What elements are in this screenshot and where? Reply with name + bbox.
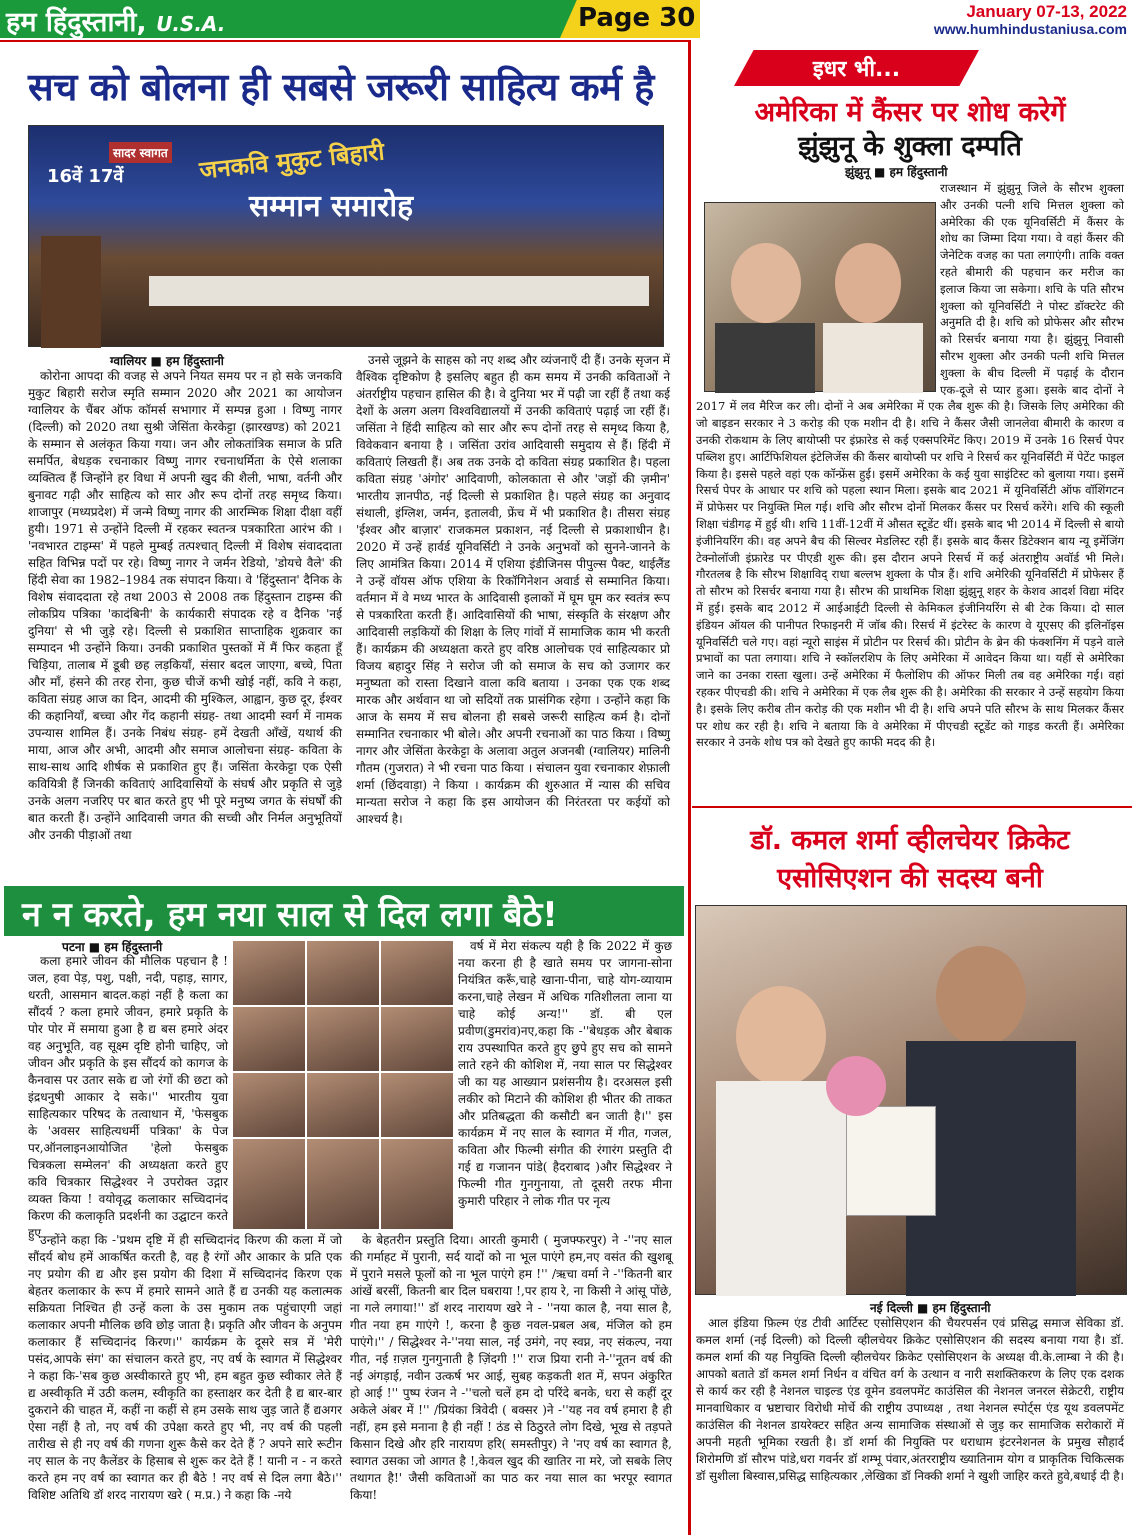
- banner-line2: सम्मान समारोह: [249, 189, 414, 224]
- story4-text: आल इंडिया फ़िल्म एंड टीवी आर्टिस्ट एसोसिएशन की चैयरपर्सन एवं प्रसिद्ध समाज सेविका डॉ. कमल शर्मा (नई दिल्ली) को दिल्ली व्हीलचेयर क्रिकेट एसोसिएशन की सदस्य बनाया गया है। डॉ. कमल शर्मा की यह नियुक्ति दिल्ली व्हीलचेयर क्रिकेट एसोसिएशन के अध्यक्ष वी.के.लाम्बा ने की है। आपको बताते डॉ कमल शर्मा निर्धन व वंचित वर्ग के उत्थान व नारी सशक्तिकरण के लिए एक दशक से कार्य कर रही है नेशनल चाइल्ड एंड वूमेन डवलपमेंट काउंसिल की नेशनल जनरल सेक्रेटरी, राष्ट्रीय मानवाधिकार व भ्रष्टाचार विरोधी मोर्चे की राष्ट्रीय उपाध्यक्ष , तथा नेशनल स्पोर्ट्स एंड यूथ डवलपमेंट काउंसिल की नेशनल डायरेक्टर सहित अन्य सामाजिक संस्थाओं से जुड़ कर सामाजिक सरोकारों में अपनी महती भूमिका रखती है। डॉ शर्मा की नियुक्ति पर धराधाम इंटरनेशनल के प्रमुख सौहार्द शिरोमणि डॉ सौरभ पांडे,धरा गवर्नर डॉ शम्भू पंवार,अंतरराष्ट्रीय ख्यातिनाम योग व प्राकृतिक चिकित्सक डॉ सुशीला बिस्वास,प्रसिद्ध साहित्यकार ,लेखिका डॉ निक्की शर्मा ने खुशी जाहिर करते हुवे,बधाई दी है।: [696, 1316, 1124, 1483]
- collage-photo: [306, 1138, 380, 1230]
- story3-column-2-bottom: [350, 1232, 672, 1532]
- banner-line1: जनकवि मुकुट बिहारी: [198, 137, 386, 185]
- bouquet: [826, 1056, 886, 1116]
- story3-col1-top-text: कला हमारे जीवन की मौलिक पहचान है ! जल, हवा पेड़, पशु, पक्षी, नदी, पहाड़, सागर, धरती, आसमान बादल.कहां नहीं है कला का सौंदर्य ? कला हमारे जीवन, हमारे प्रकृति के पोर पोर में समाया हुआ है द्य बस हमारे अंदर वह अनुभूति, वह सूक्ष्म दृष्टि होनी चाहिए, जो जीवन और प्रकृति के इस सौंदर्य को कागज के कैनवास पर उतार सके द्य जो रंगों की छटा को इंद्रधनुषी आकार दे सके।'' भारतीय युवा साहित्यकार परिषद के तत्वाधान में, 'फेसबुक के 'अवसर साहित्यधर्मी पत्रिका' के पेज पर,ऑनलाइनआयोजित 'हेलो फेसबुक चित्रकला सम्मेलन' की अध्यक्षता करते हुए कवि चित्रकार सिद्धेश्वर ने उपरोक्त उद्गार व्यक्त किया ! वयोवृद्ध कलाकार सच्चिदानंद किरण की कलाकृति प्रदर्शनी का उद्घाटन करते हुए: [28, 954, 228, 1240]
- woman-face: [736, 986, 826, 1086]
- story1-column-1: [28, 368, 342, 883]
- collage-photo: [306, 1072, 380, 1138]
- collage-photo: [380, 1072, 454, 1138]
- banner-side: सादर स्वागत: [109, 142, 172, 163]
- story4-body: [696, 1315, 1124, 1533]
- collage-photo: [380, 1006, 454, 1072]
- woman-outfit: [716, 1081, 846, 1296]
- story4-photo: [695, 905, 1127, 1295]
- certificate: [846, 1106, 936, 1216]
- story1-col2-text: उनसे जूझने के साहस को नए शब्द और व्यंजनाएँ दी हैं। उनके सृजन में वैश्विक दृष्टिकोण है इसलिए बहुत ही कम समय में उनकी कविताओं ने अंतर्राष्ट्रीय पहचान हासिल की है। वे दुनिया भर में पढ़ी जा रहीं हैं तथा कई देशों के अलग अलग विश्वविद्यालयों में उनकी कविताएं पढ़ाई जा रहीं हैं। जसिंता ने हिंदी साहित्य को सार और रूप दोनों तरह से समृध्द किया है, विवेकवान बनाया है । जसिंता उरांव आदिवासी समुदाय से हैं। हिंदी में कविताएं लिखती हैं। अब तक उनके दो कविता संग्रह प्रकाशित है। पहला कविता संग्रह 'अंगोर' आदिवाणी, कोलकाता से और 'जड़ों की ज़मीन' भारतीय ज्ञानपीठ, नई दिल्ली से प्रकाशित है। पहले संग्रह का अनुवाद संथाली, इंग्लिश, जर्मन, इतालवी, फ्रेंच में भी प्रकाशित है। तीसरा संग्रह 'ईश्वर और बाज़ार' राजकमल प्रकाशन, नई दिल्ली से प्रकाशाधीन है। 2020 में उन्हें हार्वर्ड यूनिवर्सिटी ने उनके अनुभवों को सुनने-जानने के लिए आमंत्रित किया। 2014 में एशिया इंडीजिनस पीपुल्स पैक्ट, थाईलैंड ने उन्हें वॉयस ऑफ एशिया के रिकॉगिनेशन अवार्ड से सम्मानित किया। वर्तमान में वे मध्य भारत के आदिवासी इलाकों में घूम घूम कर स्वतंत्र रूप से पत्रकारिता करती हैं। आदिवासियों की भाषा, संस्कृति के संरक्षण और आदिवासी लड़कियों की शिक्षा के लिए गांवों में सामाजिक काम भी करती हैं। कार्यक्रम की अध्यक्षता करते हुए वरिष्ठ आलोचक एवं साहित्यकार प्रो विजय बहादुर सिंह ने सरोज जी को समाज के सच को उजागर कर मनुष्यता को रास्ता दिखाने वाला कवि बताया । उनका एक एक शब्द मारक और अर्थवान था जो सदियों तक प्रासंगिक रहेगा । उन्होंने कहा कि आज के समय में सच बोलना ही सबसे जरूरी साहित्य कर्म है। दोनों सम्मानित रचनाकार भी बोले। और अपनी रचनाओं का पाठ किया । विष्णु नागर और जेसिंता केरकेट्टा के अलावा अतुल अजनबी (ग्वालियर) मालिनी गौतम (गुजरात) ने भी रचना पाठ किया । संचालन युवा रचनाकार शेफ़ाली शर्मा (छिंदवाड़ा) ने किया । कार्यक्रम की शुरुआत में न्यास की सचिव मान्यता सरोज ने कहा कि इस आयोजन की निरंतरता पर कईयों को आश्चर्य है।: [356, 353, 670, 826]
- story3-column-2-top: [458, 938, 672, 1230]
- story-divider: [692, 806, 1132, 808]
- story3-col2-top-text: वर्ष में मेरा संकल्प यही है कि 2022 में कुछ नया करना ही है खाते समय पर जागना-सोना नियंत्रित करूँ,चाहे खाना-पीना, चाहे योग-व्यायाम करना,चाहे लेखन में अधिक गतिशीलता लाना या चाहे कोई अन्य!'' डॉ. बी एल प्रवीण(डुमरांव)नए,कहा कि -''बेधड़क और बेबाक राय उपस्थापित करते हुए छुपे हुए सच को सामने लाते रहने की कोशिश में, नया साल पर सिद्धेश्वर जी का यह आख्यान प्रशंसनीय है। दरअसल इसी लकीर को मिटाने की कोशिश ही भीतर की ताकत और प्रतिबद्धता की कसौटी बन जाती है।'' इस कार्यक्रम में नए साल के स्वागत में गीत, गजल, कविता और फिल्मी संगीत की रंगारंग प्रस्तुति दी गई द्य गजानन पांडे( हैदराबाद )और सिद्धेश्वर ने फिल्मी गीत गुनगुनाया, तो दूसरी तरफ मीना कुमारी परिहार ने लोक गीत पर नृत्य: [458, 939, 672, 1208]
- story1-headline: सच को बोलना ही सबसे जरूरी साहित्य कर्म है: [28, 65, 654, 109]
- collage-photo: [232, 1006, 306, 1072]
- column-divider: [688, 40, 691, 1535]
- story3-photo-collage: [232, 940, 454, 1230]
- story4-headline-line2: एसोसिएशन की सदस्य बनी: [777, 863, 1043, 894]
- story3-column-1-top: [28, 953, 228, 1240]
- story2-headline-line1: अमेरिका में कैंसर पर शोध करेगें: [754, 97, 1066, 128]
- stage-table: [149, 276, 649, 306]
- photo-float-spacer: [696, 180, 940, 390]
- collage-photo: [232, 1072, 306, 1138]
- section-label: इधर भी...: [812, 57, 901, 82]
- collage-photo: [306, 940, 380, 1006]
- website-link[interactable]: www.humhindustaniusa.com: [933, 21, 1127, 37]
- story1-byline: ग्वालियर ■ हम हिंदुस्तानी: [110, 354, 224, 368]
- page-number: Page 30: [578, 3, 696, 33]
- story3-col2-bottom-text: के बेहतरीन प्रस्तुति दिया। आरती कुमारी ( मुजफ्फरपुर) ने -''नए साल की गर्माहट में पुरानी, सर्द यादों को ना भूल पाएंगे हम,नए वसंत की खुशबू में पुराने मसले फूलों को ना भूल पाएंगे हम !'' /ऋचा वर्मा ने -''कितनी बार आंखें बरसीं, कितनी बार दिल घबराया !,पर हाय रे, ना किसी ने आंसू पोंछे, ना गले लगाया!'' डॉ शरद नारायण खरे ने - ''नया काल है, नया साल है, गीत नया हम गाएंगे !, करना है कुछ नवल-प्रबल अब, मंजिल को हम पाएंगे।'' / सिद्धेश्वर ने-''नया साल, नई उमंगे, नए स्वप्न, नए संकल्प, नया गीत, नई ग़ज़ल गुनगुनाती है ज़िंदगी !'' राज प्रिया रानी ने-''नूतन वर्ष की नई अंगड़ाई, नवीन उत्कर्ष भर आई, सुबह कड़कती शत में, सपन अंकुरित हो आई !'' पुष्प रंजन ने -''चलो चलें हम दो परिंदे बनके, धरा से कहीं दूर अकेले अंबर में !'' /प्रियंका त्रिवेदी ( बक्सर )ने -''यह नव वर्ष हमारा है ही नहीं, हम इसे मनाना है ही नहीं ! ठंड से ठिठुरते लोग दिखे, भूख से तड़पते किसान दिखे और हरि नारायण हरि( समस्तीपुर) ने 'नए वर्ष का स्वागत है, स्वागत उसका जो आगत है !,केवल खुद की खातिर ना मरे, जो सबके लिए तथागत है!' जैसी कविताओं का पाठ कर नया साल का भरपूर स्वागत किया!: [350, 1233, 672, 1502]
- story4-byline: नई दिल्ली ■ हम हिंदुस्तानी: [870, 1301, 991, 1315]
- header-rule: [0, 40, 688, 42]
- story1-column-2: [356, 352, 670, 883]
- podium: [41, 236, 101, 348]
- story2-byline: झुंझुनू ■ हम हिंदुस्तानी: [845, 165, 948, 179]
- collage-photo: [306, 1006, 380, 1072]
- story1-photo: [28, 125, 664, 347]
- story3-column-1-bottom: [28, 1232, 342, 1532]
- collage-photo: [232, 1138, 306, 1230]
- story2-headline-line2: झुंझुनू के शुक्ला दम्पति: [798, 131, 1022, 162]
- story1-col1-text: कोरोना आपदा की वजह से अपने नियत समय पर न हो सके जनकवि मुकुट बिहारी सरोज स्मृति सम्मान 2020 और 2021 का आयोजन ग्वालियर के चैंबर ऑफ कॉमर्स सभागार में सम्पन्न हुआ । विष्णु नागर (दिल्ली) को 2020 तथा सुश्री जेसिंता केरकेट्टा (झारखण्ड) को 2021 के सम्मान से अलंकृत किया गया। जन और लोकतांत्रिक समाज के प्रति समर्पित, बेधड़क रचनाकार विष्णु नागर रचनाधर्मिता के ऐसे शलाका व्यक्तित्व हैं जिन्होंने हर विधा में अपनी खुद की शैली, भाषा, वर्तनी और बुनावट गढ़ी और साहित्य को सार और रूप दोनों तरह समृध्द किया। शाजापुर (मध्यप्रदेश) में जन्मे विष्णु नागर की आरम्भिक शिक्षा दीक्षा वहीं हुयी। 1971 से उन्होंने दिल्ली में रहकर स्वतन्त्र पत्रकारिता आरंभ की । 'नवभारत टाइम्स' में पहले मुम्बई तत्पश्चात् दिल्ली में विशेष संवाददाता सहित विभिन्न पदों पर रहे। विष्णु नागर ने जर्मन रेडियो, 'डोयचे वैले' की हिंदी सेवा का 1982–1984 तक संपादन किया। वे 'हिंदुस्तान' दैनिक के विशेष संवाददाता रहे तथा 2003 से 2008 तक हिंदुस्तान टाइम्स की लोकप्रिय पत्रिका 'कादंबिनी' के कार्यकारी संपादक रहे व दैनिक 'नई दुनिया' से भी जुड़े रहे। दिल्ली से प्रकाशित साप्ताहिक शुक्रवार का सम्पादन भी उन्होंने किया। उनकी प्रकाशित पुस्तकों में मैं फिर कहता हूँ चिड़िया, तालाब में डूबी छह लड़कियाँ, संसार बदल जाएगा, बच्चे, पिता और माँ, हंसने की तरह रोना, कुछ चीजें कभी खोई नहीं, कवि ने कहा, कविता संग्रह आज का दिन, आदमी की मुश्किल, आह्वान, कुछ दूर, ईश्वर की कहानियाँ, बच्चा और गेंद कहानी संग्रह- तथा आदमी स्वर्ग में नामक उपन्यास शामिल हैं। उनके निबंध संग्रह- हमें देखती आँखें, यथार्थ की माया, आज और अभी, आदमी और समाज आलोचना संग्रह- कविता के साथ-साथ आदि शीर्षक से प्रकाशित हुए हैं। जसिंता केरकेट्टा एक ऐसी कवियित्री हैं जिनकी कविताएं आदिवासियों के संघर्ष और प्रकृति से जुड़े उनके अलग नजरिए पर बात करते हुए भी पूरे मनुष्य जगत के संघर्षों की बात करती हैं। उन्होंने आदिवासी जगत की सच्ची और निर्मल अनुभूतियों और उनकी पीड़ाओं तथा: [28, 369, 342, 842]
- story3-byline: पटना ■ हम हिंदुस्तानी: [62, 940, 163, 954]
- collage-photo: [380, 940, 454, 1006]
- story2-text: राजस्थान में झुंझुनू जिले के सौरभ शुक्ला और उनकी पत्नी शचि मित्तल शुक्ला को अमेरिका की एक यूनिवर्सिटी में कैंसर के शोध का जिम्मा दिया गया। वे वहां कैंसर की जेनेटिक वजह का पता लगाएंगी। ताकि वक्त रहते बीमारी की पहचान कर मरीज का इलाज किया जा सकेगा। शचि के पति सौरभ शुक्ला को यूनिवर्सिटी ने पोस्ट डॉक्टरेट की अनुमति दी है। शचि को प्रोफेसर और सौरभ को रिसर्चर बनाया गया है। झुंझुनू निवासी सौरभ शुक्ला और उनकी पत्नी शचि मित्तल शुक्ला के बीच दिल्ली में पढ़ाई के दौरान एक-दूजे से प्यार हुआ। इसके बाद दोनों ने 2017 में लव मैरिज कर ली। दोनों ने अब अमेरिका में एक लैब शुरू की है। जिसके लिए अमेरिका की जो बाइडन सरकार ने 3 करोड़ की एक मशीन दी है। शचि ने कैंसर जैसी जानलेवा बीमारी के कारण व उनकी रोकथाम के लिए बायोप्सी पर इंफ्रारेड से कई एक्सपरिमेंट किए। 2019 में उनके 16 रिसर्च पेपर पब्लिश हुए। आर्टिफिशियल इंटेलिजेंस की कैंसर बायोप्सी पर शचि ने रिसर्च कर यूनिवर्सिटी में पेटेंट फाइल किया है। इससे पहले वहां एक कॉन्फ्रेंस हुई। इसमें अमेरिका के कई युवा साइंटिस्ट को बुलाया गया। इसमें रिसर्च पेपर के आधार पर शचि को पहला स्थान मिला। इसके बाद 2021 में यूनिवर्सिटी ऑफ वॉशिंगटन में प्रोफेसर पर नियुक्ति मिल गई। शचि और सौरभ दोनों मिलकर कैंसर पर रिसर्च करेंगे। शचि की स्कूली शिक्षा चंडीगढ़ में हुई थी। शचि 11वीं-12वीं में औसत स्टूडेंट थीं। इसके बाद भी 2014 में दिल्ली से बायो इंजीनियरिंग की। वह अपने बैच की सिल्वर मेडलिस्ट रही हैं। इसके बाद कैंसर डिटेक्शन बाय न्यू इमेंजिंग टेक्नोलॉजी इंफ्रारेड पर पीएडी शुरू की। इस दौरान अपने रिसर्च में कई अंतराष्ट्रीय अवॉर्ड भी मिले। गौरतलब है कि सौरभ शिक्षाविद् राधा बल्लभ शुक्ला के पौत्र हैं। शचि अमेरिकी यूनिवर्सिटी में प्रोफेसर हैं तो सौरभ को रिसर्चर बनाया गया है। सौरभ की प्राथमिक शिक्षा झुंझुनू शहर के केशव आदर्श विद्या मंदिर में हुई। इसके बाद 2012 में आईआईटी दिल्ली से केमिकल इंजीनियरिंग से बी टेक किया। दो साल इंडियन ऑयल की पानीपत रिफाइनरी में जॉब की। रिसर्च में इंटरेस्ट के कारण वे यूएसए की इलिनॉइस यूनिवर्सिटी चले गए। वहां न्यूरो साइंस में प्रोटीन पर रिसर्च की। प्रोटीन के ब्रेन की फंक्शनिंग में पड़ने वाले प्रभावों का पता लगाया। शचि ने स्कॉलरशिप के लिए अमेरिका में आवेदन किया था। यहीं से अमेरिका जाने का उनका रास्ता खुला। उन्हें अमेरिका में फैलोशिप की ऑफर मिली तब वह अमेरिका गई। वहां रहकर पीएचडी की। शचि ने अमेरिका में एक लैब शुरू की है। अमेरिका की सरकार ने उन्हें सहयोग किया है। इसके लिए करीब तीन करोड़ की एक मशीन भी दी है। शचि अपने पति सौरभ के साथ मिलकर कैंसर पर शोध कर रही है। शचि ने बताया कि वे अमेरिका में पीएचडी स्टूडेंट को गाइड करती हैं। अमेरिका सरकार ने उनके शोध पत्र को देखते हुए काफी मदद की है।: [696, 181, 1124, 750]
- story4-headline-line1: डॉ. कमल शर्मा व्हीलचेयर क्रिकेट: [750, 825, 1070, 856]
- banner-date: 16वें 17वें: [47, 166, 124, 187]
- collage-photo: [232, 940, 306, 1006]
- story2-body: [696, 180, 1124, 802]
- man-face: [936, 946, 1026, 1046]
- collage-photo: [380, 1138, 454, 1230]
- issue-date: January 07-13, 2022: [966, 2, 1127, 21]
- story3-headline: न न करते, हम नया साल से दिल लगा बैठे!: [22, 895, 558, 935]
- masthead: हम हिंदुस्तानी, U.S.A.: [6, 7, 226, 38]
- story3-col1-bottom-text: उन्होंने कहा कि -'प्रथम दृष्टि में ही सच्चिदानंद किरण की कला में जो सौंदर्य बोध हमें आकर्षित करती है, वह है रंगों और आकार के प्रति एक नए प्रयोग की द्य और इस प्रयोग की दिशा में सच्चिदानंद किरण एक बेहतर कलाकार के रूप में हमारे सामने आते हैं द्य उनकी यह कलात्मक सक्रियता निश्चित ही उन्हें कला के उस मुकाम तक पहुंचाएगी जहां कलाकार अपनी मौलिक छवि छोड़ जाता है। प्रकृति और जीवन के अनुपम कलाकार हैं सच्चिदानंद किरण।'' कार्यक्रम के दूसरे सत्र में 'मेरी पसंद,आपके संग' का संचालन करते हुए, नए वर्ष के स्वागत में सिद्धेश्वर ने कहा कि-'सब कुछ अस्वीकारते हुए भी, हम बहुत कुछ स्वीकार लेते हैं द्य अस्वीकृति में उठी कलम, स्वीकृति का हस्ताक्षर कर देती है द्य बार-बार दुकराने की चाहत में, कहीं ना कहीं से हम उसके साथ जुड़ जाते हैं द्यअगर ऐसा नहीं है तो, नए वर्ष की उपेक्षा करते हुए भी, नए वर्ष की पहली तारीख से ही नए वर्ष की गणना शुरू कैसे कर देते हैं ? अपने सारे रूटीन नए साल के नए कैलेंडर के हिसाब से शुरू कर देते हैं ! यानी न - न करते करते हम नए वर्ष का स्वागत कर ही बैठे ! नए वर्ष से दिल लगा बैठे।'' विशिष्ट अतिथि डॉ शरद नारायण खरे ( म.प्र.) ने कहा कि -नये: [28, 1233, 342, 1502]
- masthead-suffix: U.S.A.: [156, 12, 226, 36]
